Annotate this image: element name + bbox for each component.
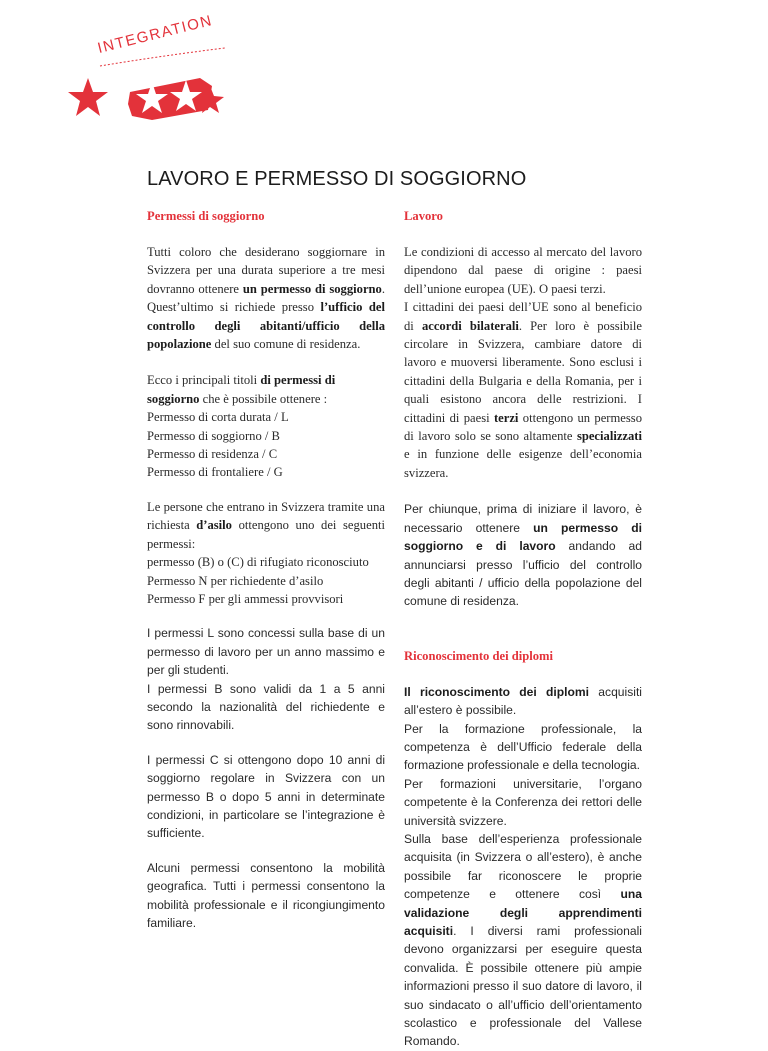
list-item: permesso (B) o (C) di rifugiato riconosciuto xyxy=(147,555,369,570)
paragraph: Le condizioni di accesso al mercato del lavoro dipendono dal paese di origine : paesi dell’unione europea (UE). O paesi terzi. I cittadini dei paesi dell’UE sono al beneficio di accordi bilaterali. Per loro è possibile circolare in Svizzera, cambiare datore di lavoro e muoversi liberamente. Sono esclusi i cittadini della Bulgaria e della Romania, per i quali esistono ancora delle restrizioni. I cittadini di paesi terzi ottengono un permesso di lavoro solo se sono altamente specializzati e in funzione delle esigenze dell’economia svizzera. xyxy=(404,245,643,480)
paragraph: I permessi L sono concessi sulla base di un permesso di lavoro per un anno massimo e per gli studenti. I permessi B sono validi da 1 a 5 anni secondo la nazionalità del richiedente e sono rinnovabili. xyxy=(147,626,385,733)
right-column xyxy=(404,207,642,1051)
page-title: LAVORO E PERMESSO DI SOGGIORNO xyxy=(147,168,527,190)
paragraph-asylum: Le persone che entrano in Svizzera tramite una richiesta d’asilo ottengono uno dei seguenti permessi: permesso (B) o (C) di rifugiato riconosciuto Permesso N per richiedente d’asilo Permesso F per gli ammessi provvisori xyxy=(147,498,385,608)
paragraph: I permessi C si ottengono dopo 10 anni di soggiorno regolare in Svizzera con un permesso B o dopo 5 anni in determinate condizioni, in particolare se l’integrazione è sufficiente. xyxy=(147,752,385,841)
section-heading-permessi: Permessi di soggiorno xyxy=(147,209,265,223)
star-icon xyxy=(68,78,108,116)
list-item: Permesso di residenza / C xyxy=(147,447,278,462)
list-item: Permesso di frontaliere / G xyxy=(147,465,283,480)
left-column xyxy=(147,207,385,932)
paragraph-permit-list: Ecco i principali titoli di permessi di soggiorno che è possibile ottenere : Permesso di corta durata / L Permesso di soggiorno / B Permesso di residenza / C Permesso di frontaliere / G xyxy=(147,371,385,481)
paragraph: Per chiunque, prima di iniziare il lavoro, è necessario ottenere un permesso di soggiorno e di lavoro andando ad annunciarsi presso l’ufficio del controllo degli abitanti / ufficio della popolazione del comune di residenza. xyxy=(404,502,642,609)
paragraph: Il riconoscimento dei diplomi acquisiti all’estero è possibile. Per la formazione professionale, la competenza è dell’Ufficio federale della formazione professionale e della tecnologia. Per formazioni universitarie, l’organo competente è la Conferenza dei rettori delle università svizzere. Sulla base dell’esperienza professionale acquisita (in Svizzera o all’estero), è anche possibile far riconoscere le proprie competenze e ottenere così una validazione degli apprendimenti acquisiti. I diversi rami professionali devono organizzarsi per eseguire questa convalida. È possibile ottenere più ampie informazioni presso il suo datore di lavoro, il suo sindacato o all’ufficio dell’orientamento scolastico e professionale del Vallese Romando. xyxy=(404,684,642,1049)
section-heading-diplomi: Riconoscimento dei diplomi xyxy=(404,648,554,663)
logo-text: INTEGRATION xyxy=(95,11,215,57)
paragraph: Tutti coloro che desiderano soggiornare in Svizzera per una durata superiore a tre mesi dovranno ottenere un permesso di soggiorno. Quest’ultimo si richiede presso l’ufficio del controllo degli abitanti/ufficio della popolazione del suo comune di residenza. xyxy=(147,245,385,352)
list-item: Permesso F per gli ammessi provvisori xyxy=(147,591,344,606)
paragraph: Alcuni permessi consentono la mobilità geografica. Tutti i permessi consentono la mobilità professionale e il ricongiungimento familiare. xyxy=(147,860,385,930)
section-heading-lavoro: Lavoro xyxy=(404,209,443,223)
list-item: Permesso N per richiedente d’asilo xyxy=(147,573,324,588)
list-item: Permesso di corta durata / L xyxy=(147,410,289,425)
list-item: Permesso di soggiorno / B xyxy=(147,428,280,443)
